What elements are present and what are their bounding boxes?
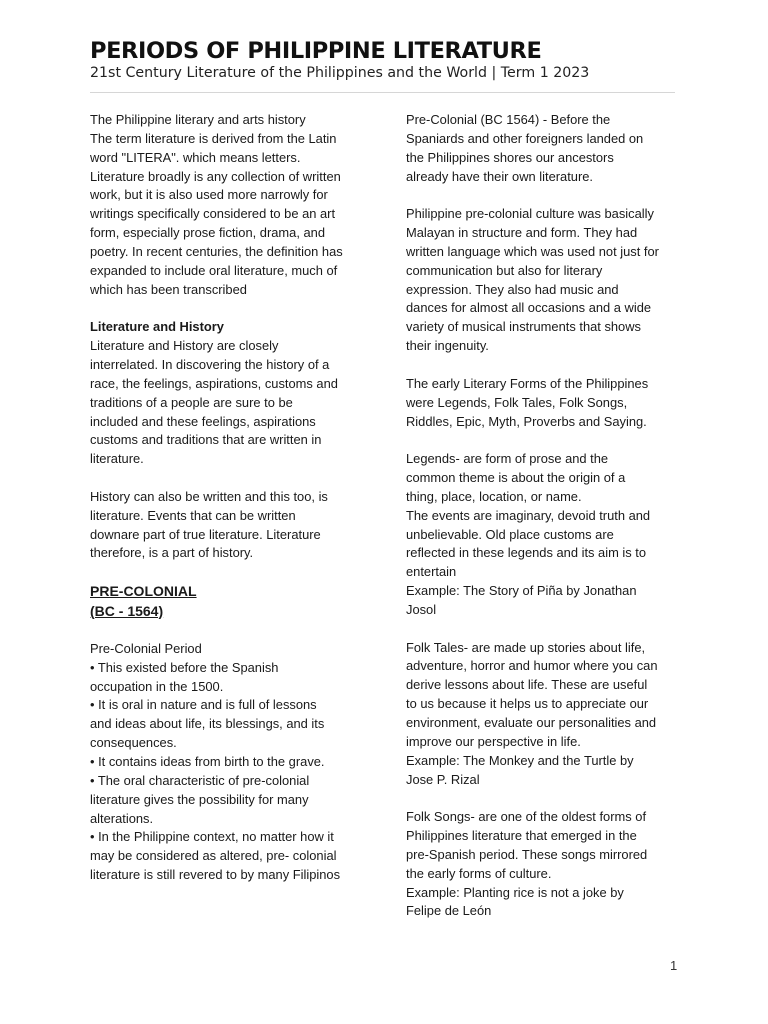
- paragraph-spacer: [90, 299, 368, 318]
- paragraph-spacer: [406, 789, 681, 808]
- text-line: communication but also for literary: [406, 262, 603, 278]
- right-column: [406, 111, 681, 921]
- text-line: already have their own literature.: [406, 168, 594, 184]
- text-line: The early Literary Forms of the Philippines: [406, 375, 649, 391]
- text-line: unbelievable. Old place customs are: [406, 526, 614, 542]
- text-line: word "LITERA". which means letters.: [90, 149, 301, 165]
- paragraph-spacer: [406, 186, 681, 205]
- text-line: may be considered as altered, pre- colonial: [90, 848, 337, 864]
- text-line: Philippine pre-colonial culture was basically: [406, 206, 654, 222]
- text-line: the Philippines shores our ancestors: [406, 149, 614, 165]
- text-line: The term literature is derived from the Latin: [90, 130, 337, 146]
- text-line: and ideas about life, its blessings, and its: [90, 716, 325, 732]
- text-line: common theme is about the origin of a: [406, 470, 626, 486]
- text-line: Example: The Monkey and the Turtle by: [406, 752, 634, 768]
- text-line: adventure, horror and humor where you can: [406, 658, 658, 674]
- text-line: improve our perspective in life.: [406, 733, 581, 749]
- text-line: expanded to include oral literature, much of: [90, 262, 338, 278]
- text-line: Example: The Story of Piña by Jonathan: [406, 583, 637, 599]
- text-line: Folk Tales- are made up stories about life,: [406, 639, 646, 655]
- text-line: thing, place, location, or name.: [406, 488, 582, 504]
- text-line: writings specifically considered to be an art: [90, 206, 336, 222]
- document-header: [90, 38, 675, 82]
- section-heading: PRE-COLONIAL: [90, 583, 197, 600]
- text-line: customs and traditions that are written in: [90, 432, 322, 448]
- text-line: Pre-Colonial Period: [90, 640, 202, 656]
- text-line: interrelated. In discovering the history of a: [90, 356, 330, 372]
- text-line: • It is oral in nature and is full of lessons: [90, 697, 317, 713]
- subsection-heading: Literature and History: [90, 319, 224, 335]
- text-line: alterations.: [90, 810, 154, 826]
- text-line: • It contains ideas from birth to the grave.: [90, 754, 325, 769]
- paragraph-spacer: [406, 431, 681, 450]
- text-line: Literature and History are closely: [90, 338, 279, 354]
- text-line: • This existed before the Spanish: [90, 659, 279, 675]
- page-number: 1: [670, 958, 678, 973]
- text-line: • In the Philippine context, no matter how it: [90, 829, 334, 845]
- text-line: Legends- are form of prose and the: [406, 451, 609, 467]
- text-line: Folk Songs- are one of the oldest forms of: [406, 809, 647, 825]
- text-line: consequences.: [90, 735, 177, 751]
- page-title: PERIODS OF PHILIPPINE LITERATURE: [90, 38, 542, 64]
- text-line: History can also be written and this too, is: [90, 488, 328, 504]
- text-line: Riddles, Epic, Myth, Proverbs and Saying.: [406, 413, 647, 429]
- text-line: literature. Events that can be written: [90, 507, 296, 523]
- text-line: entertain: [406, 564, 457, 580]
- paragraph-spacer: [90, 469, 368, 488]
- text-line: were Legends, Folk Tales, Folk Songs,: [406, 394, 628, 410]
- text-line: reflected in these legends and its aim is to: [406, 545, 647, 561]
- text-line: race, the feelings, aspirations, customs and: [90, 375, 338, 391]
- text-line: occupation in the 1500.: [90, 678, 224, 694]
- paragraph-spacer: [90, 621, 368, 640]
- text-line: The events are imaginary, devoid truth and: [406, 507, 651, 523]
- text-line: form, especially prose fiction, drama, and: [90, 225, 326, 241]
- text-line: which has been transcribed: [90, 281, 247, 297]
- text-line: Literature broadly is any collection of written: [90, 168, 341, 184]
- text-line: literature.: [90, 451, 144, 467]
- text-line: the early forms of culture.: [406, 865, 552, 881]
- text-line: included and these feelings, aspirations: [90, 413, 316, 429]
- text-line: Example: Planting rice is not a joke by: [406, 884, 624, 900]
- text-line: The Philippine literary and arts history: [90, 112, 306, 127]
- text-line: Jose P. Rizal: [406, 771, 480, 787]
- text-line: poetry. In recent centuries, the definition has: [90, 243, 343, 259]
- text-line: variety of musical instruments that shows: [406, 319, 641, 335]
- page-subtitle: 21st Century Literature of the Philippines and the World | Term 1 2023: [90, 65, 590, 81]
- text-line: written language which was used not just for: [406, 243, 659, 259]
- text-line: environment, evaluate our personalities and: [406, 715, 657, 730]
- text-line: Felipe de León: [406, 903, 492, 919]
- text-line: dances for almost all occasions and a wide: [406, 300, 652, 316]
- text-line: Malayan in structure and form. They had: [406, 225, 638, 241]
- text-line: work, but it is also used more narrowly for: [90, 187, 328, 203]
- header-divider: [90, 92, 675, 93]
- text-line: traditions of a people are sure to be: [90, 394, 293, 410]
- text-line: downare part of true literature. Literature: [90, 526, 321, 542]
- text-line: derive lessons about life. These are useful: [406, 677, 648, 693]
- text-line: literature is still revered to by many Filipinos: [90, 867, 341, 883]
- paragraph-spacer: [90, 563, 368, 582]
- text-line: Spaniards and other foreigners landed on: [406, 130, 644, 146]
- text-line: literature gives the possibility for many: [90, 791, 309, 807]
- paragraph-spacer: [406, 356, 681, 375]
- section-heading: (BC - 1564): [90, 602, 164, 619]
- text-line: pre-Spanish period. These songs mirrored: [406, 846, 648, 862]
- text-line: Pre-Colonial (BC 1564) - Before the: [406, 112, 611, 127]
- text-line: • The oral characteristic of pre-colonial: [90, 772, 310, 788]
- text-line: their ingenuity.: [406, 338, 489, 354]
- text-line: Philippines literature that emerged in the: [406, 828, 637, 844]
- paragraph-spacer: [406, 620, 681, 639]
- text-line: to us because it helps us to appreciate our: [406, 696, 649, 712]
- text-line: expression. They also had music and: [406, 281, 619, 297]
- text-line: therefore, is a part of history.: [90, 545, 254, 561]
- left-column: [90, 111, 368, 885]
- text-line: Josol: [406, 601, 437, 617]
